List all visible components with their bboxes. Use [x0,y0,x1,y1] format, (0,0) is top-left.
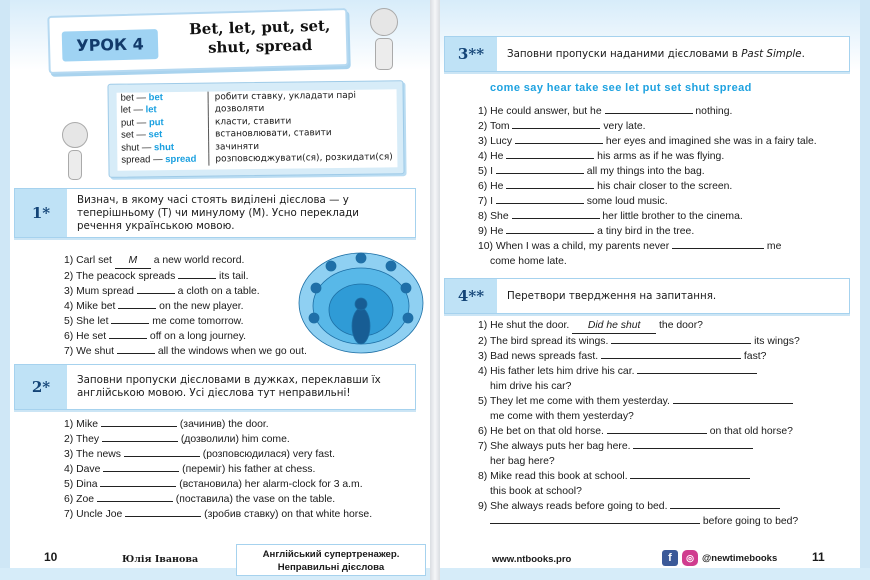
item-text: 1) Mike [64,419,101,430]
answer-blank[interactable] [124,447,200,457]
vocab-translation: класти, ставити [214,116,292,128]
item-text-end: nothing. [692,106,733,117]
exercise-1-instruction: Визнач, в якому часі стоять виділені дієслова — у теперішньому (Т) чи минулому (М). Усно переклади речення українською мовою. [77,193,359,232]
item-text: 10) When I was a child, my parents never [478,241,673,252]
item-text: 1) Carl set [64,255,115,266]
item-text: 3) The news [64,449,124,460]
vocab-forms: bet — bet [117,92,209,106]
item-text: 6) He set [64,331,110,342]
answer-blank[interactable] [607,424,707,434]
exercise-4-instruction: Перетвори твердження на запитання. [507,289,717,302]
exercise-3-item [478,164,817,179]
answer-blank[interactable] [512,119,600,129]
exercise-3-item [478,239,817,254]
vocab-past-form: bet [148,92,163,104]
item-text: 2) The bird spread its wings. [478,336,612,347]
item-text: 7) We shut [64,346,117,357]
author-name: Юлія Іванова [122,554,199,565]
vocab-translation: встановлювати, ставити [215,128,332,140]
item-text-end: a cloth on a table. [174,286,260,297]
stick-figure-girl [62,122,88,180]
left-page [0,0,430,580]
item-text: 7) I [478,196,496,207]
item-text: 6) He [478,181,507,192]
exercise-4-item [478,364,800,379]
item-text: 2) The peacock spreads [64,271,179,282]
item-text-end: very late. [600,121,646,132]
answer-blank[interactable] [117,344,155,354]
exercise-1-item [64,314,307,329]
exercise-3-item-cont: come home late. [490,256,567,267]
item-text-end: fast? [741,351,767,362]
exercise-1-header [14,188,416,238]
answer-blank[interactable] [512,209,600,219]
exercise-3-item [478,179,817,194]
exercise-4-item [478,469,800,484]
exercise-1-item [64,253,307,269]
exercise-3-instruction-end: . [801,47,805,60]
exercise-4-item [478,334,800,349]
vocab-translation: розповсюджувати(ся), розкидати(ся) [215,152,393,165]
exercise-3-item [478,209,817,224]
answer-blank[interactable] [97,492,173,502]
answer-blank[interactable] [490,514,700,524]
item-text-end: a tiny bird in the tree. [594,226,695,237]
vocab-base: spread [121,154,151,166]
page-number-right: 11 [812,550,825,564]
answer-blank[interactable] [672,239,764,249]
exercise-3-tense: Past Simple [741,47,802,60]
exercise-1-item [64,344,307,359]
vocab-base: put [120,117,135,129]
exercise-2-number: 2* [15,365,67,409]
exercise-1-items [64,253,307,359]
item-text-end: all my things into the bag. [583,166,705,177]
item-text: 6) He bet on that old horse. [478,426,607,437]
answer-blank[interactable] [630,469,750,479]
answer-blank[interactable] [506,179,594,189]
vocab-forms: set — set [117,129,209,143]
vocab-forms: shut — shut [117,141,209,155]
vocab-past-form: set [148,129,163,141]
book-title-line2: Неправильні дієслова [277,562,385,573]
item-text-end: its wings? [751,336,800,347]
item-text: 3) Lucy [478,136,515,147]
item-text-end: (зробив ставку) on that white horse. [201,509,373,520]
item-text-end: (поставила) the vase on the table. [172,494,336,505]
answer-blank[interactable] [637,364,757,374]
item-text: 5) Dina [64,479,101,490]
vocab-base: shut [121,142,140,154]
answer-blank[interactable] [611,334,751,344]
lesson-tag: УРОК 4 [62,29,159,62]
vocabulary-card [107,80,404,178]
answer-blank[interactable] [178,269,216,279]
exercise-3-item [478,194,817,209]
exercise-2-item [64,447,372,462]
book-title-box [236,544,426,576]
answer-blank[interactable] [109,329,147,339]
exercise-4-number: 4** [445,279,497,313]
item-text: 7) She always puts her bag here. [478,441,634,452]
answer-blank[interactable] [506,224,594,234]
item-text: 8) Mike read this book at school. [478,471,631,482]
item-text-end: me come tomorrow. [149,316,244,327]
exercise-3-instruction [507,37,841,71]
item-text-end: (встановила) her alarm-clock for 3 a.m. [176,479,363,490]
item-text-end: the door? [656,320,703,331]
exercise-2-item [64,492,372,507]
answer-blank[interactable] [670,499,780,509]
book-gutter [430,0,440,580]
vocab-past-form: let [145,104,157,116]
vocab-base: set [121,129,134,141]
item-text-end: his chair closer to the screen. [594,181,733,192]
right-footer-wave [440,568,870,580]
vocab-row [117,151,397,167]
exercise-4-item [478,499,800,514]
instagram-icon[interactable]: ◎ [682,550,698,566]
exercise-3-item [478,104,817,119]
exercise-4-items [478,318,800,529]
exercise-1-item [64,284,307,299]
exercise-4-item-cont: this book at school? [490,486,582,497]
item-text: 5) They let me come with them yesterday. [478,396,673,407]
item-text: 4) Dave [64,464,104,475]
exercise-4-header [444,278,850,314]
item-text: 2) They [64,434,102,445]
exercise-3-item [478,224,817,239]
item-text: 4) Mike bet [64,301,119,312]
exercise-3-header [444,36,850,72]
exercise-4-item-cont: him drive his car? [490,381,572,392]
social-handle[interactable]: @newtimebooks [702,552,778,564]
item-text: 2) Tom [478,121,513,132]
exercise-3-item [478,134,817,149]
item-text: 4) He [478,151,507,162]
exercise-2-item [64,417,372,432]
exercise-4-item-cont: me come with them yesterday? [490,411,634,422]
exercise-1-item [64,269,307,284]
answer-blank[interactable] [111,314,149,324]
exercise-4-item [478,394,800,409]
facebook-icon[interactable]: f [662,550,678,566]
vocab-forms: let — let [117,104,209,118]
item-text-end: on that old horse? [706,426,793,437]
item-text-end: a new world record. [150,255,245,266]
answer-blank[interactable] [601,349,741,359]
item-text-end: her little brother to the cinema. [599,211,743,222]
vocab-past-form: put [148,116,164,129]
exercise-4-item-cont: her bag here? [490,456,555,467]
exercise-1-item [64,329,307,344]
exercise-1-number: 1* [15,189,67,237]
vocab-past-form: shut [153,141,175,153]
vocab-forms: put — put [117,116,209,130]
social-links [662,550,777,566]
answer-blank[interactable] [103,462,179,472]
right-edge-strip [860,0,870,580]
answer-blank[interactable] [137,284,175,294]
item-text: 5) I [478,166,496,177]
vocab-past-form: spread [165,153,197,166]
verb-bank: come say hear take see let put set shut spread [490,82,752,94]
answer-blank[interactable] [101,417,177,427]
exercise-4-item [478,318,800,334]
item-text-end: (переміг) his father at chess. [179,464,316,475]
answer-blank[interactable] [102,432,178,442]
exercise-3-item [478,149,817,164]
exercise-4-item-cont [478,514,800,529]
peacock-illustration [296,248,426,358]
exercise-2-item [64,462,372,477]
item-text-end: me [764,241,782,252]
answer-blank[interactable] [605,104,693,114]
lesson-title-line1: Bet, let, put, set, [188,16,331,39]
item-text-end: (зачинив) the door. [176,419,269,430]
exercise-2-instruction: Заповни пропуски дієсловами в дужках, переклавши їх англійською мовою. Усі дієслова тут неправильні! [77,374,381,399]
vocab-forms: spread — spread [117,154,209,168]
vocab-translation: зачиняти [215,141,260,153]
exercise-3-item [478,119,817,134]
sample-answer: Did he shut [572,318,656,334]
item-text-end: its tail. [216,271,249,282]
exercise-1-item [64,299,307,314]
item-text: 3) Bad news spreads fast. [478,351,602,362]
answer-blank[interactable] [496,164,584,174]
item-text-end: (розповсюдилася) very fast. [199,449,336,460]
page-number-left: 10 [44,550,58,564]
item-text: 8) She [478,211,512,222]
item-text-end: off on a long journey. [147,331,247,342]
website-link[interactable]: www.ntbooks.pro [492,554,572,565]
answer-blank[interactable] [515,134,603,144]
left-edge-strip [0,0,10,580]
exercise-2-item [64,432,372,447]
item-text-end: some loud music. [583,196,668,207]
exercise-2-header [14,364,416,410]
exercise-2-item [64,507,372,522]
answer-blank[interactable] [496,194,584,204]
item-text-end: all the windows when we go out. [154,346,307,357]
item-text: 9) He [478,226,507,237]
exercise-3-items [478,104,817,269]
answer-blank[interactable] [633,439,753,449]
item-text-end: his arms as if he was flying. [594,151,725,162]
book-title-line1: Англійський супертренажер. [262,549,400,560]
answer-blank[interactable] [100,477,176,487]
sample-answer: M [115,253,151,269]
item-text-end: before going to bed? [700,516,799,527]
vocabulary-list [117,89,398,170]
vocab-translation: робити ставку, укладати парі [214,90,357,103]
vocab-translation: дозволяти [214,104,265,115]
item-text: 7) Uncle Joe [64,509,126,520]
exercise-3-number: 3** [445,37,497,71]
item-text-end: (дозволили) him come. [177,434,290,445]
item-text: 5) She let [64,316,112,327]
answer-blank[interactable] [118,299,156,309]
exercise-4-item [478,349,800,364]
item-text-end: her eyes and imagined she was in a fairy tale. [602,136,817,147]
lesson-title [179,16,340,58]
vocab-base: bet [120,92,134,104]
answer-blank[interactable] [506,149,594,159]
exercise-4-item [478,424,800,439]
exercise-2-items [64,417,372,522]
exercise-3-instruction-text: Заповни пропуски наданими дієсловами в [507,47,738,60]
item-text: 1) He shut the door. [478,320,573,331]
vocab-base: let [120,104,131,117]
item-text: 9) She always reads before going to bed. [478,501,671,512]
item-text: 1) He could answer, but he [478,106,605,117]
lesson-title-line2: shut, spread [207,36,313,57]
stick-figure-top [370,8,398,70]
exercise-4-item [478,439,800,454]
item-text-end: on the new player. [156,301,244,312]
answer-blank[interactable] [125,507,201,517]
item-text: 3) Mum spread [64,286,137,297]
exercise-2-item [64,477,372,492]
answer-blank[interactable] [673,394,793,404]
item-text: 4) His father lets him drive his car. [478,366,638,377]
lesson-title-card [47,8,348,74]
item-text: 6) Zoe [64,494,97,505]
